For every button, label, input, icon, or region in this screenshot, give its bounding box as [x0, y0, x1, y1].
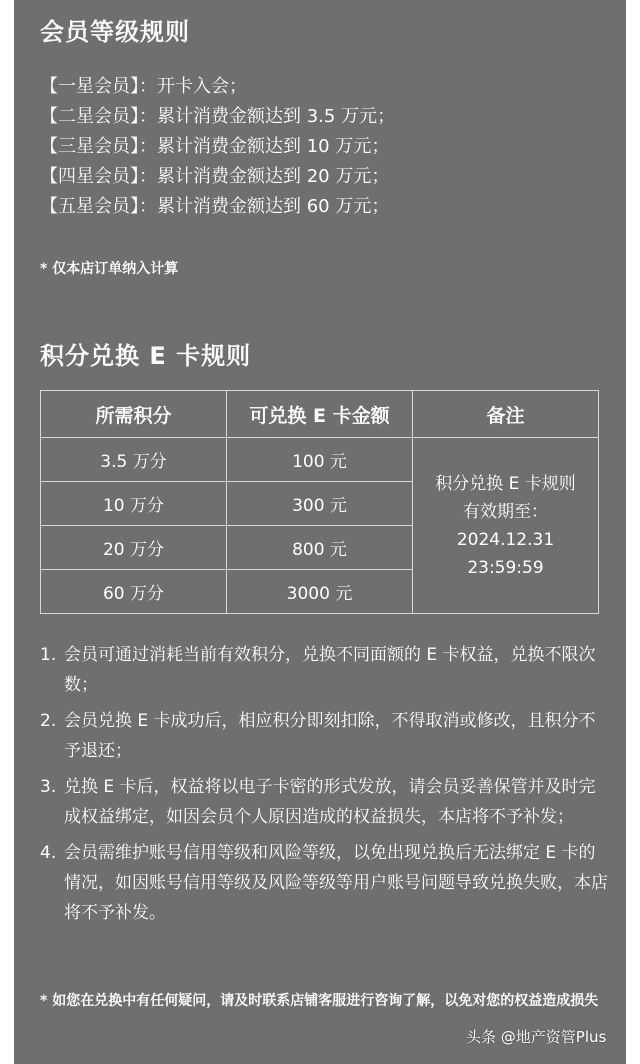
rule-number: 2.	[40, 711, 57, 731]
membership-title: 会员等级规则	[40, 18, 190, 46]
amount-cell: 300 元	[227, 482, 413, 526]
exchange-title: 积分兑换 E 卡规则	[40, 342, 252, 370]
level-name: 【二星会员】	[40, 106, 139, 127]
rule-text: 会员可通过消耗当前有效积分，兑换不同面额的 E 卡权益，兑换不限次数；	[64, 645, 596, 695]
rule-item-4	[40, 838, 610, 928]
rule-item-1	[40, 640, 610, 700]
table-row	[41, 438, 599, 482]
remark-line: 积分兑换 E 卡规则	[435, 473, 576, 494]
remark-line: 23:59:59	[467, 557, 544, 578]
remark-line: 有效期至：	[463, 501, 548, 522]
amount-cell: 3000 元	[227, 570, 413, 614]
rule-number: 3.	[40, 777, 57, 797]
level-desc: ：开卡入会；	[139, 76, 247, 97]
points-cell: 10 万分	[41, 482, 227, 526]
level-desc: ：累计消费金额达到 60 万元；	[139, 196, 390, 217]
amount-cell: 800 元	[227, 526, 413, 570]
exchange-table	[40, 390, 599, 614]
membership-level-list	[40, 72, 395, 222]
level-desc: ：累计消费金额达到 20 万元；	[139, 166, 390, 187]
rule-number: 1.	[40, 645, 57, 665]
rule-text: 会员兑换 E 卡成功后，相应积分即刻扣除，不得取消或修改，且积分不予退还；	[64, 711, 596, 761]
level-item-5	[40, 192, 395, 222]
points-cell: 20 万分	[41, 526, 227, 570]
header-points: 所需积分	[41, 391, 227, 438]
header-amount: 可兑换 E 卡金额	[227, 391, 413, 438]
rule-item-2	[40, 706, 610, 766]
remark-line: 2024.12.31	[456, 529, 555, 550]
level-name: 【一星会员】	[40, 76, 139, 97]
watermark: 头条 @地产资管Plus	[466, 1028, 607, 1046]
exchange-rules-list	[40, 640, 610, 934]
level-name: 【五星会员】	[40, 196, 139, 217]
level-item-4	[40, 162, 395, 192]
membership-note: * 仅本店订单纳入计算	[40, 261, 179, 277]
level-name: 【三星会员】	[40, 136, 139, 157]
rule-number: 4.	[40, 843, 57, 863]
level-desc: ：累计消费金额达到 3.5 万元；	[139, 106, 396, 127]
rule-item-3	[40, 772, 610, 832]
level-name: 【四星会员】	[40, 166, 139, 187]
points-cell: 60 万分	[41, 570, 227, 614]
table-header-row	[41, 391, 599, 438]
amount-cell: 100 元	[227, 438, 413, 482]
level-desc: ：累计消费金额达到 10 万元；	[139, 136, 390, 157]
level-item-3	[40, 132, 395, 162]
footnote: * 如您在兑换中有任何疑问，请及时联系店铺客服进行咨询了解，以免对您的权益造成损失	[40, 993, 599, 1009]
points-cell: 3.5 万分	[41, 438, 227, 482]
rule-text: 兑换 E 卡后，权益将以电子卡密的形式发放，请会员妥善保管并及时完成权益绑定，如因会员个人原因造成的权益损失，本店将不予补发；	[64, 777, 596, 827]
level-item-2	[40, 102, 395, 132]
remark-cell	[413, 438, 599, 614]
header-remark: 备注	[413, 391, 599, 438]
rule-text: 会员需维护账号信用等级和风险等级，以免出现兑换后无法绑定 E 卡的情况，如因账号信用等级及风险等级等用户账号问题导致兑换失败，本店将不予补发。	[64, 843, 608, 923]
level-item-1	[40, 72, 395, 102]
